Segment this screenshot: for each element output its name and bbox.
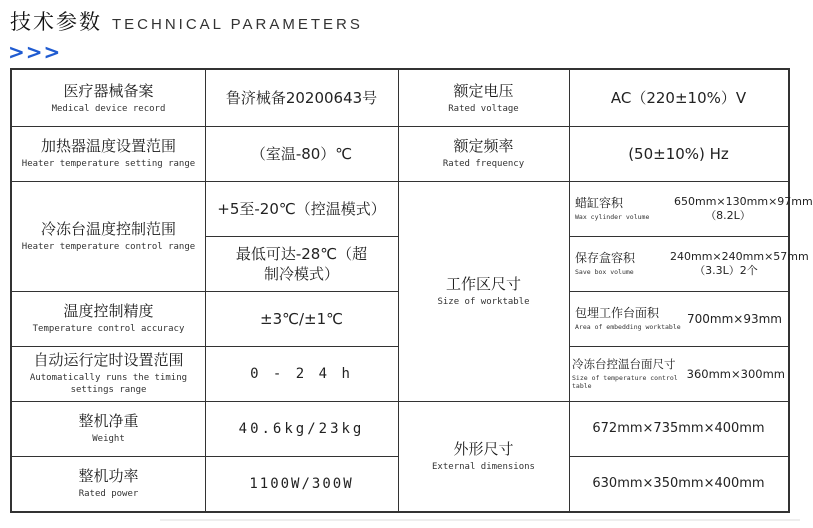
label-en: Area of embedding worktable bbox=[575, 323, 681, 331]
label-cn: 保存盒容积 bbox=[575, 251, 636, 265]
value-text: 40.6kg/23kg bbox=[238, 420, 365, 437]
label-freezer-control-range bbox=[12, 181, 205, 291]
label-cn: 整机功率 bbox=[78, 467, 139, 485]
label-cn: 医疗器械备案 bbox=[63, 81, 154, 100]
label-en: Size of temperature control table bbox=[572, 374, 678, 390]
label-temperature-accuracy bbox=[12, 291, 205, 346]
worktable-wax-cylinder bbox=[569, 181, 813, 236]
label-en: Temperature control accuracy bbox=[32, 324, 185, 334]
label-cn: 冷冻台温度控制范围 bbox=[40, 219, 176, 238]
label-rated-frequency bbox=[398, 126, 569, 181]
label-cn: 整机净重 bbox=[78, 412, 139, 430]
value-text: （室温-80）℃ bbox=[250, 144, 353, 163]
label-cn: 加热器温度设置范围 bbox=[40, 137, 176, 155]
parameters-table bbox=[10, 68, 813, 513]
value-text: 240mm×240mm×57mm（3.3L）2个 bbox=[670, 249, 809, 277]
label-en: Wax cylinder volume bbox=[575, 213, 650, 221]
value-medical-record bbox=[205, 70, 398, 126]
label-cn: 包埋工作台面积 bbox=[575, 306, 660, 320]
value-text: AC（220±10%）V bbox=[610, 89, 747, 107]
title-chinese: 技术参数 bbox=[10, 10, 102, 34]
value-auto-timing-range bbox=[205, 346, 398, 401]
label-cn: 额定电压 bbox=[453, 81, 514, 100]
value-rated-power bbox=[205, 456, 398, 511]
value-weight bbox=[205, 401, 398, 456]
value-freezer-control-mode bbox=[205, 181, 398, 236]
label-cn: 自动运行定时设置范围 bbox=[33, 351, 184, 369]
arrows-decoration: >>> bbox=[8, 40, 62, 64]
value-text: +5至-20℃（控温模式） bbox=[217, 199, 386, 218]
value-text: ±3℃/±1℃ bbox=[260, 309, 343, 328]
value-text: 0 - 2 4 h bbox=[250, 365, 353, 382]
label-external-dimensions bbox=[398, 401, 569, 511]
label-en: Heater temperature setting range bbox=[21, 159, 196, 169]
value-text: 1100W/300W bbox=[249, 475, 354, 492]
label-cn: 温度控制精度 bbox=[63, 302, 154, 320]
value-dimensions-1 bbox=[569, 401, 788, 456]
label-en: Rated power bbox=[78, 489, 139, 499]
label-cn: 外形尺寸 bbox=[453, 439, 514, 458]
label-heater-setting-range bbox=[12, 126, 205, 181]
label-en: Medical device record bbox=[51, 103, 166, 114]
value-text: 鲁济械备20200643号 bbox=[225, 89, 378, 107]
worktable-save-box bbox=[569, 236, 809, 291]
label-en: Save box volume bbox=[575, 268, 634, 276]
value-text: 672mm×735mm×400mm bbox=[592, 420, 765, 436]
label-rated-voltage bbox=[398, 70, 569, 126]
label-en: External dimensions bbox=[432, 461, 535, 472]
value-text: 700mm×93mm bbox=[687, 311, 782, 326]
label-cn: 蜡缸容积 bbox=[575, 196, 624, 210]
footer-divider bbox=[160, 519, 800, 521]
label-cn: 工作区尺寸 bbox=[445, 274, 521, 293]
label-en: Weight bbox=[92, 434, 125, 444]
label-medical-record bbox=[12, 70, 205, 126]
value-freezer-super-cooling bbox=[205, 236, 398, 291]
value-heater-setting-range bbox=[205, 126, 398, 181]
page-title bbox=[10, 6, 363, 36]
value-text: (50±10%) Hz bbox=[628, 144, 729, 163]
worktable-embedding-area bbox=[569, 291, 788, 346]
label-rated-power bbox=[12, 456, 205, 511]
worktable-freezer-table bbox=[569, 346, 788, 401]
label-worktable-size bbox=[398, 181, 569, 401]
label-en: Heater temperature control range bbox=[21, 241, 196, 252]
value-rated-voltage bbox=[569, 70, 788, 126]
label-cn: 额定频率 bbox=[453, 137, 514, 155]
value-temperature-accuracy bbox=[205, 291, 398, 346]
value-text: 650mm×130mm×97mm（8.2L） bbox=[674, 194, 813, 222]
value-rated-frequency bbox=[569, 126, 788, 181]
value-dimensions-2 bbox=[569, 456, 788, 511]
value-text: 最低可达-28℃（超制冷模式） bbox=[235, 244, 368, 283]
value-text: 360mm×300mm bbox=[686, 366, 785, 381]
label-en: Size of worktable bbox=[437, 296, 530, 307]
label-auto-timing-range bbox=[12, 346, 205, 401]
label-en: Rated voltage bbox=[448, 103, 519, 114]
label-en: Automatically runs the timing settings range bbox=[29, 373, 188, 395]
label-en: Rated frequency bbox=[442, 159, 525, 169]
label-weight bbox=[12, 401, 205, 456]
label-cn: 冷冻台控温台面尺寸 bbox=[572, 357, 676, 371]
value-text: 630mm×350mm×400mm bbox=[592, 475, 765, 491]
title-english: TECHNICAL PARAMETERS bbox=[112, 16, 363, 33]
